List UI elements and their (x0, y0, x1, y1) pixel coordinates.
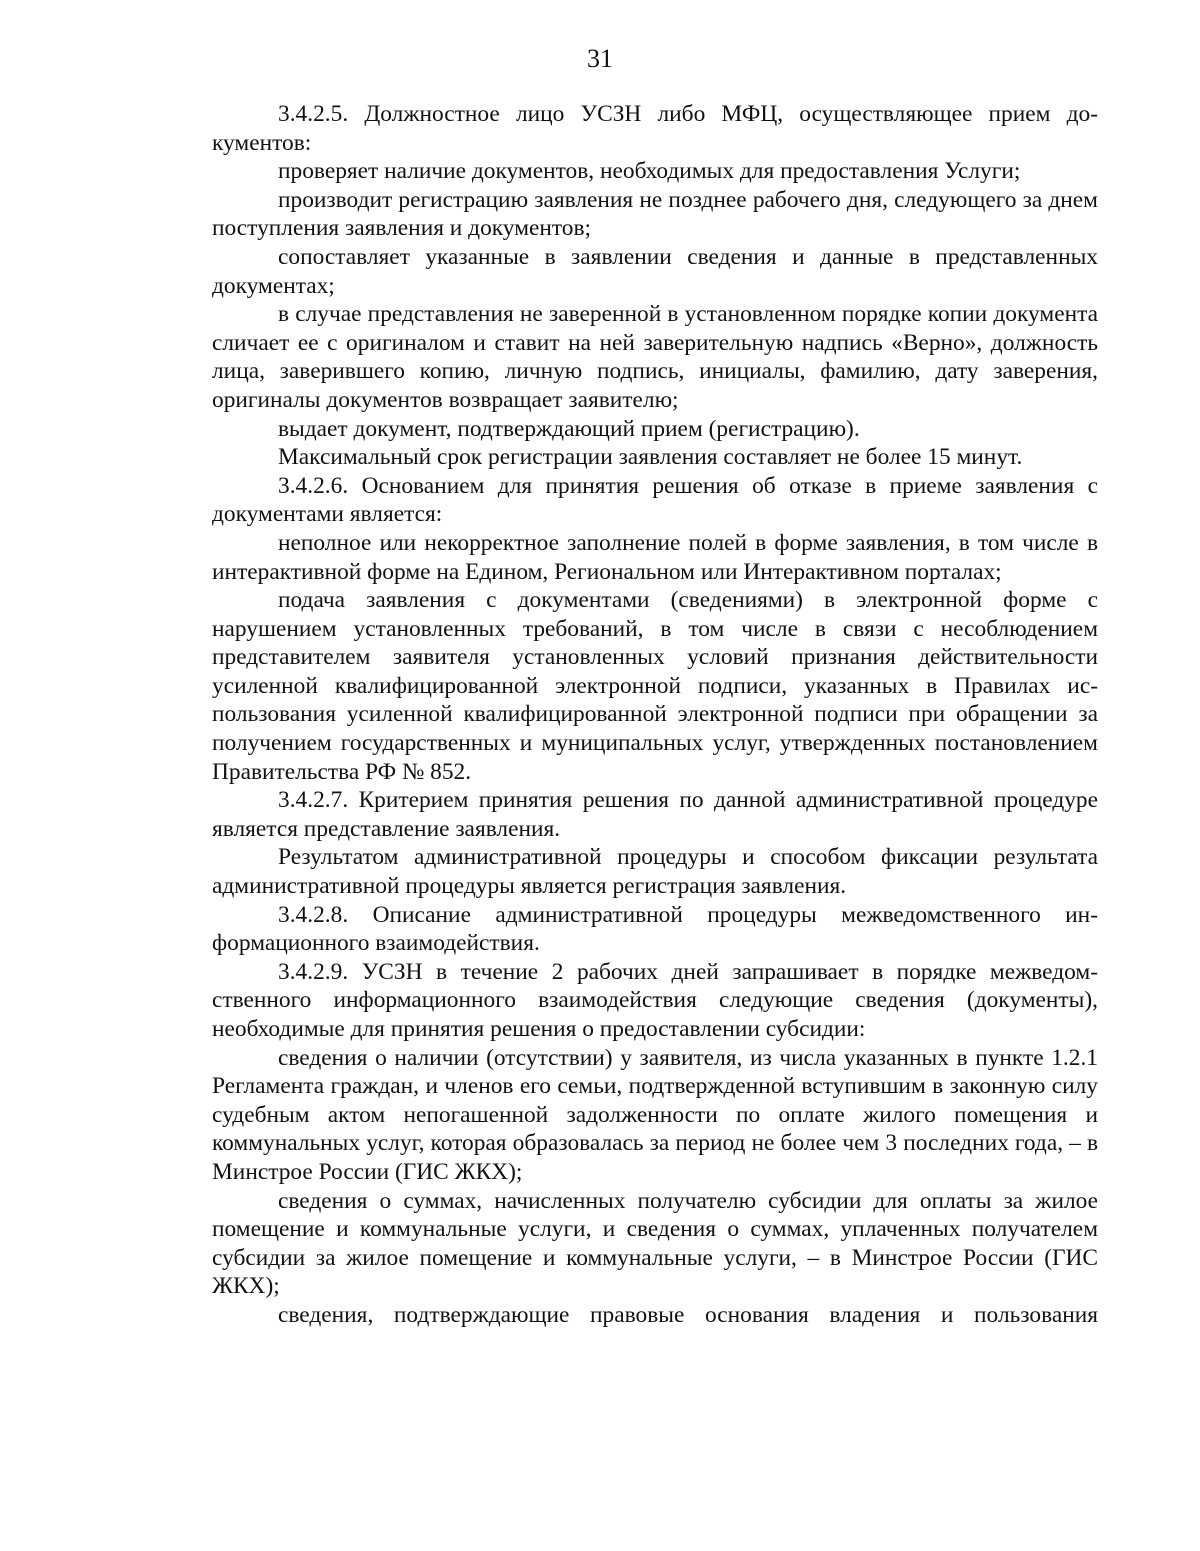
paragraph: 3.4.2.9. УСЗН в течение 2 рабочих дней запрашивает в порядке межведомственного информационного взаимодействия следующие сведения (документы), необходимые для принятия решения о предоставлении субсидии: (212, 958, 1098, 1042)
paragraph: производит регистрацию заявления не позднее рабочего дня, следующего за днем поступления заявления и документов; (212, 186, 1098, 242)
paragraph: 3.4.2.5. Должностное лицо УСЗН либо МФЦ, осуществляющее прием документов: (212, 101, 1098, 156)
page-number: 31 (587, 44, 613, 73)
paragraph: выдает документ, подтверждающий прием (регистрацию). (278, 415, 860, 442)
paragraph: 3.4.2.6. Основанием для принятия решения об отказе в приеме заявления с документами является: (212, 472, 1098, 528)
paragraph: в случае представления не заверенной в установленном порядке копии документа сличает ее с оригиналом и ставит на ней заверительную надпись «Верно», должность лица, заверившего копию, личную подпись, инициалы, фамилию, дату заверения, оригиналы документов возвращает заявителю; (212, 301, 1098, 413)
paragraph: проверяет наличие документов, необходимых для предоставления Услуги; (278, 158, 1021, 185)
paragraph: сопоставляет указанные в заявлении сведения и данные в представленных документах; (212, 243, 1098, 299)
paragraph: сведения о суммах, начисленных получателю субсидии для оплаты за жилое помещение и коммунальные услуги, и сведения о суммах, уплаченных получателем субсидии за жилое помещение и коммунальные услуги, – в Минстрое России (ГИС ЖКХ); (212, 1187, 1098, 1300)
paragraph: Результатом административной процедуры и способом фиксации результата административной процедуры является регистрация заявления. (212, 844, 1098, 900)
paragraph: сведения, подтверждающие правовые основания владения и пользования (278, 1301, 1098, 1328)
paragraph: Максимальный срок регистрации заявления составляет не более 15 минут. (278, 444, 1023, 471)
paragraph: сведения о наличии (отсутствии) у заявителя, из числа указанных в пункте 1.2.1 Регламента граждан, и членов его семьи, подтвержденной вступившим в законную силу судебным актом непогашенной задолженности по оплате жилого помещения и коммунальных услуг, которая образовалась за период не более чем 3 последних года, – в Минстрое России (ГИС ЖКХ); (212, 1044, 1098, 1185)
paragraph: 3.4.2.8. Описание административной процедуры межведомственного информационного взаимодействия. (212, 901, 1098, 957)
document-body (212, 100, 1098, 1330)
paragraph: 3.4.2.7. Критерием принятия решения по данной административной процедуре является представление заявления. (212, 787, 1098, 842)
paragraph: подача заявления с документами (сведениями) в электронной форме с нарушением установленных требований, в том числе в связи с несоблюдением представителем заявителя установленных условий признания действительности усиленной квалифицированной электронной подписи, указанных в Правилах использования усиленной квалифицированной электронной подписи при обращении за получением государственных и муниципальных услуг, утвержденных постановлением Правительства РФ № 852. (212, 587, 1098, 785)
paragraph: неполное или некорректное заполнение полей в форме заявления, в том числе в интерактивной форме на Едином, Региональном или Интерактивном порталах; (212, 529, 1098, 585)
